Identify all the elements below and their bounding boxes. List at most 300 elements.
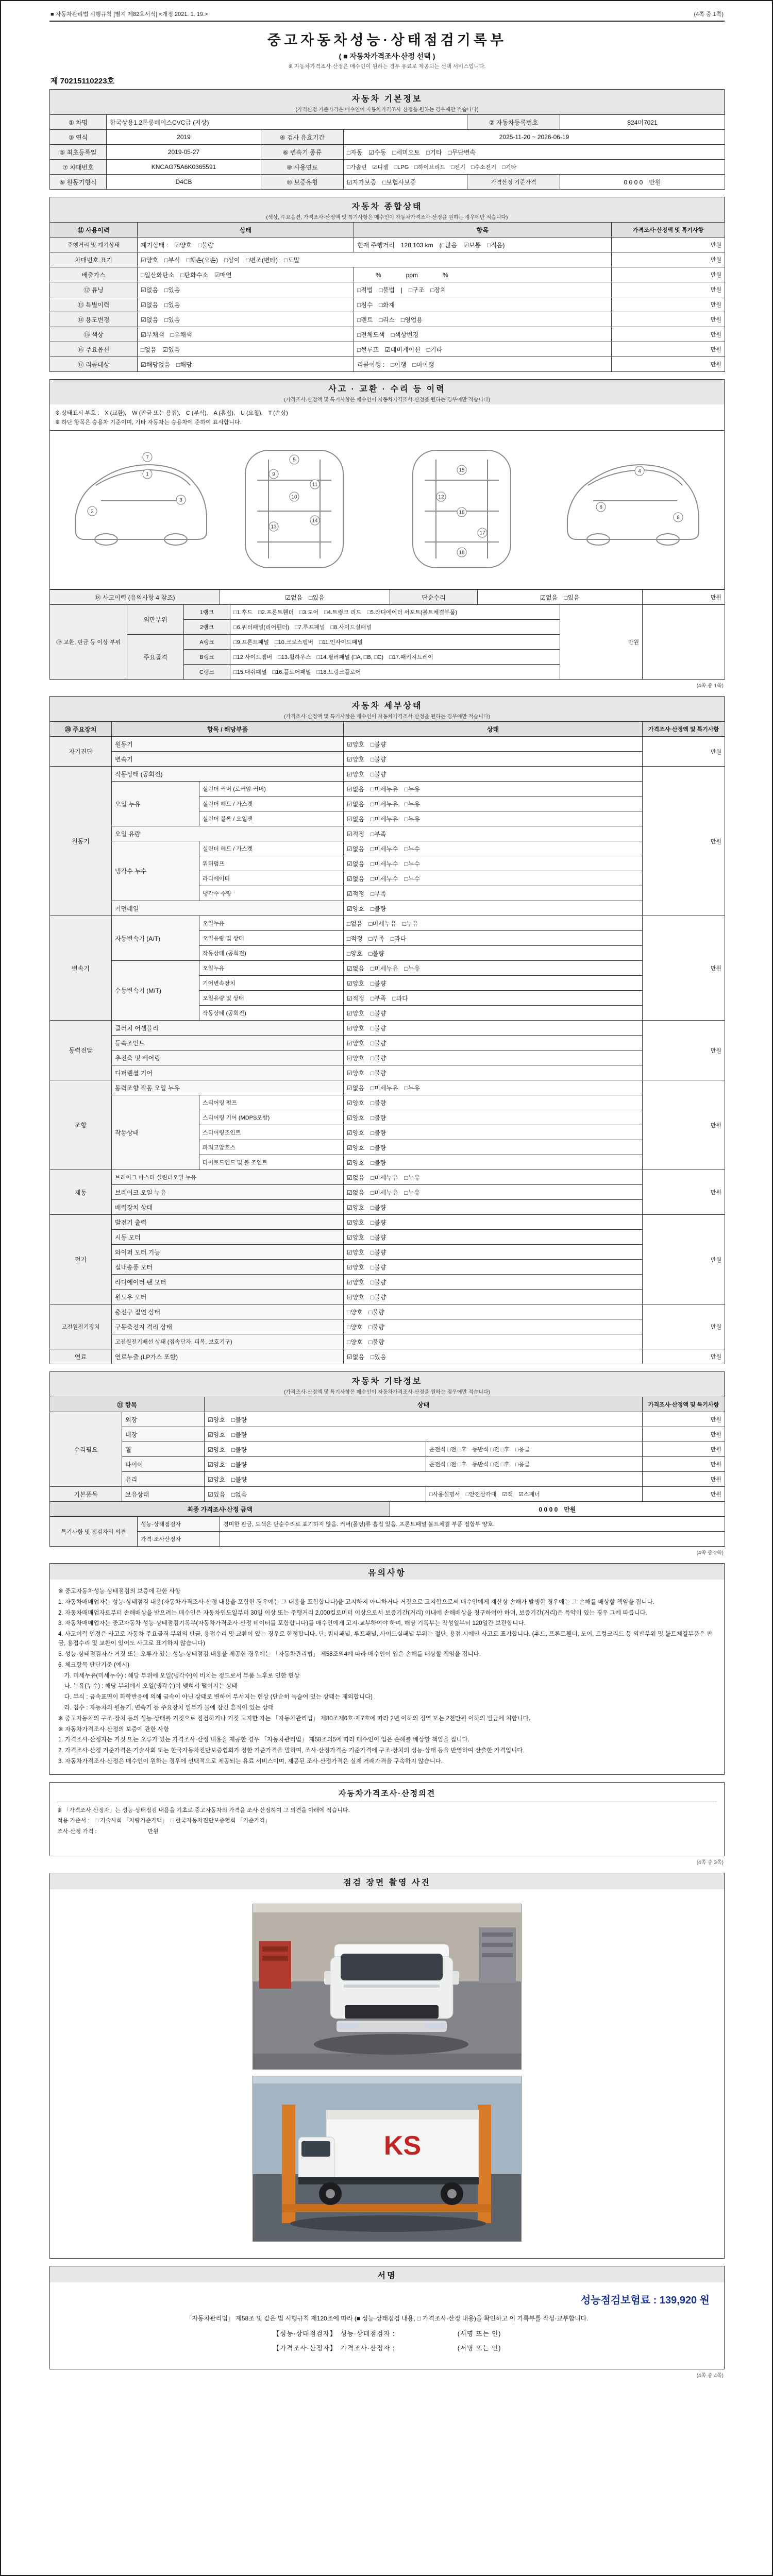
table-cell: ☑양호 □불량 — [344, 737, 643, 752]
table-cell: 실린더 헤드 / 가스켓 — [199, 841, 344, 856]
table-cell: 클러치 어셈블리 — [112, 1021, 344, 1036]
accident-diagram — [52, 434, 717, 583]
notice-line: 가. 미세누유(미세누수) : 해당 부위에 오일(냉각수)이 비치는 정도로서 부품 노후로 인한 현상 — [58, 1672, 300, 1679]
photos-title: 점검 장면 촬영 사진 — [343, 1878, 431, 1887]
section-etc-note: (가격조사·산정액 및 특기사항은 매수인이 자동차가격조사·산정을 원하는 경우에만 적습니다) — [284, 1389, 490, 1395]
vehicle-diagram-box — [49, 431, 725, 589]
valuation-note: ※ 「가격조사·산정자」는 성능·상태점검 내용을 기초로 중고자동차의 가격을 조사·산정하여 그 의견을 아래에 적습니다. — [57, 1807, 350, 1814]
photo-1-artwork — [253, 1904, 521, 2069]
table-cell: ⑨ 원동기형식 — [50, 175, 107, 190]
table-cell: ☑없음 □있음 — [478, 590, 643, 605]
table-cell: ☑없음 □미세누유 □누유 — [344, 796, 643, 811]
sign-law-line: 「자동차관리법」 제58조 및 같은 법 시행규칙 제120조에 따라 (■ 성능·상태점검 내용, □ 가격조사·산정 내용)을 확인하고 이 기록부를 작성·교부합니다. — [186, 2314, 589, 2322]
accident-history-table — [49, 589, 725, 605]
table-cell: ☑없음 □있음 — [138, 282, 354, 297]
document-inner — [49, 8, 725, 2379]
diagram-part-number: 9 — [272, 471, 275, 478]
table-cell: 현재 주행거리 128,103 km (□많음 ☑보통 □적음) — [354, 238, 612, 252]
table-cell: 만원 — [612, 357, 725, 372]
notice-line: 라. 침수 : 자동차의 원동기, 변속기 등 주요장치 일부가 물에 잠긴 흔적이 있는 상태 — [58, 1704, 274, 1711]
table-cell: 만원 — [612, 252, 725, 267]
table-cell: ⑪ 사용이력 — [50, 223, 138, 238]
table-cell: 오일 누유 — [112, 782, 199, 826]
table-cell: ☑없음 □미세누유 □누유 — [344, 782, 643, 796]
table-cell: ☑양호 □불량 — [344, 1095, 643, 1110]
table-cell: 보유상태 — [122, 1487, 205, 1502]
table-cell: 2019-05-27 — [107, 145, 261, 160]
table-cell: 수동변속기 (M/T) — [112, 961, 199, 1021]
table-cell: ⑱ 사고이력 (유의사항 4 참조) — [50, 590, 220, 605]
table-cell: ⑫ 튜닝 — [50, 282, 138, 297]
table-cell: ⑭ 용도변경 — [50, 312, 138, 327]
table-cell: 시동 모터 — [112, 1230, 344, 1245]
table-cell: ☑양호 □불량 — [344, 1006, 643, 1021]
diagram-part-number: 12 — [438, 494, 444, 500]
diagram-part-number: 5 — [293, 457, 296, 463]
table-cell: 운전석 □전 □후 동반석 □전 □후 □응급 — [426, 1442, 643, 1457]
page-mark-top: (4쪽 중 1쪽) — [694, 11, 724, 18]
table-cell: □6.쿼터패널(리어휀더) □7.루프패널 □8.사이드실패널 — [230, 620, 560, 635]
table-cell: 만원 — [643, 1021, 725, 1080]
table-cell: ② 자동차등록번호 — [467, 115, 560, 130]
table-cell: 만원 — [560, 605, 643, 680]
section-detail-note: (가격조사·산정액 및 특기사항은 매수인이 자동차가격조사·산정을 원하는 경우에만 적습니다) — [284, 714, 490, 720]
table-cell: ☑없음 □미세누유 □누유 — [344, 961, 643, 976]
sign-inspector-line: 【성능·상태점검자】 성능·상태점검자 : (서명 또는 인) — [273, 2330, 501, 2337]
table-cell: 만원 — [612, 238, 725, 252]
table-cell: 외판부위 — [127, 605, 184, 635]
valuation-title: 자동차가격조사·산정의견 — [57, 1788, 717, 1802]
table-cell: 실린더 헤드 / 가스켓 — [199, 796, 344, 811]
notice-line: 나. 누유(누수) : 해당 부위에서 오일(냉각수)이 맺혀서 떨어지는 상태 — [58, 1683, 238, 1690]
inspection-photo-2 — [253, 2076, 522, 2242]
table-cell: 고전원전기배선 상태 (접속단자, 피복, 보호기구) — [112, 1334, 344, 1349]
notice-line: 5. 성능·상태점검자가 거짓 또는 오류가 있는 성능·상태점검 내용을 제공한 경우에는 「자동차관리법」 제58조의4에 따라 매수인이 입은 손해를 배상할 책임을 집니다. — [58, 1651, 481, 1657]
table-cell: 수리필요 — [50, 1412, 122, 1487]
table-cell: 만원 — [612, 327, 725, 342]
table-cell: 만원 — [643, 737, 725, 767]
table-cell: 실린더 커버 (로커암 커버) — [199, 782, 344, 796]
section-photos-header — [49, 1873, 725, 1889]
table-cell: 스티어링조인트 — [199, 1125, 344, 1140]
table-cell: ☑양호 □불량 — [344, 1125, 643, 1140]
table-cell: 만원 — [612, 297, 725, 312]
table-cell: 동력조향 작동 오일 누유 — [112, 1080, 344, 1095]
table-cell: 만원 — [643, 1427, 725, 1442]
table-cell: 변속기 — [112, 752, 344, 767]
table-cell: 최종 가격조사·산정 금액 — [50, 1502, 390, 1517]
table-cell: 만원 — [643, 767, 725, 916]
table-cell: 2019 — [107, 130, 261, 145]
price-survey-select-line: ( ■ 자동차가격조사·산정 선택 ) — [339, 52, 435, 60]
table-cell: 타이어 — [122, 1457, 205, 1472]
table-cell: 만원 — [643, 1170, 725, 1215]
accident-legend — [49, 404, 725, 431]
section-etc-title: 자동차 기타정보 — [351, 1377, 423, 1386]
table-cell: 작동상태 (공회전) — [199, 946, 344, 961]
table-cell: 0 0 0 0 만원 — [390, 1502, 725, 1517]
table-cell: ☑양호 □불량 — [344, 1275, 643, 1290]
table-cell: ⑰ 리콜대상 — [50, 357, 138, 372]
table-cell: 고전원전기장치 — [50, 1304, 112, 1349]
table-cell: □침수 □화재 — [354, 297, 612, 312]
table-cell: ☑적정 □부족 — [344, 826, 643, 841]
notice-line: 2. 가격조사·산정 기준가격은 기술사회 또는 한국자동차진단보증협회가 정한 기준가격을 말하며, 조사·산정가격은 기준가격에 구조·장치의 성능·상태 등을 반영하여 산출한 가격입니다. — [58, 1748, 525, 1754]
section-summary-note: (색상, 주요옵션, 가격조사·산정액 및 특기사항은 매수인이 자동차가격조사·산정을 원하는 경우에만 적습니다) — [266, 215, 508, 221]
table-cell: 2025-11-20 ~ 2026-06-19 — [344, 130, 725, 145]
panel-exchange-table — [49, 604, 725, 680]
table-cell: 자기진단 — [50, 737, 112, 767]
table-cell: ⑧ 사용연료 — [261, 160, 344, 175]
table-cell: ③ 연식 — [50, 130, 107, 145]
table-cell: ☑양호 □불량 — [205, 1412, 643, 1427]
table-cell: ☑양호 □불량 — [344, 1200, 643, 1215]
table-cell: □렌트 □리스 □영업용 — [354, 312, 612, 327]
table-cell: 휠 — [122, 1442, 205, 1457]
table-cell: 경미한 판금, 도색은 단순수리로 표기하지 않음. 커버(몰딩)류 흠집 있음. 프론트패널 볼트체결 부품 접합부 양호. — [220, 1517, 725, 1532]
table-cell: 원동기 — [50, 767, 112, 916]
table-cell: 성능·상태점검자 — [138, 1517, 220, 1532]
diagram-part-number: 16 — [459, 510, 465, 516]
table-cell: ⑲ 교환, 판금 등 이상 부위 — [50, 605, 127, 680]
table-cell: □사용설명서 □안전삼각대 ☑잭 ☑스패너 — [426, 1487, 643, 1502]
valuation-opinion-box — [49, 1782, 725, 1856]
table-cell: 자동변속기 (A/T) — [112, 916, 199, 961]
table-cell: ☑양호 □불량 — [344, 1140, 643, 1155]
table-cell: 외장 — [122, 1412, 205, 1427]
table-cell: 제동 — [50, 1170, 112, 1215]
diagram-part-number: 14 — [312, 518, 318, 524]
document-number: 제 70215110223호 — [51, 77, 115, 86]
table-cell: ⑥ 변속기 종류 — [261, 145, 344, 160]
table-cell: ☑양호 □불량 — [344, 1110, 643, 1125]
table-cell: 냉각수 수량 — [199, 886, 344, 901]
page-mark-3: (4쪽 중 3쪽) — [696, 1859, 724, 1866]
table-cell: 항목 / 해당부품 — [112, 722, 344, 737]
sign-body — [49, 2282, 725, 2369]
table-cell: □적정 □부족 □과다 — [344, 931, 643, 946]
table-cell: ㉑ 항목 — [50, 1397, 205, 1412]
notice-line: ※ 중고자동차의 구조·장치 등의 성능·상태를 거짓으로 점검하거나 거짓 고지한 자는 「자동차관리법」 제80조제6호·제7호에 따라 2년 이하의 징역 또는 2천만원 이하의 벌금에 처합니다. — [58, 1715, 531, 1722]
notice-line: ※ 자동차가격조사·산정의 보증에 관한 사항 — [58, 1726, 170, 1733]
table-cell: 파워고압호스 — [199, 1140, 344, 1155]
photo-2-artwork — [253, 2076, 521, 2241]
table-cell: C랭크 — [184, 665, 230, 680]
diagram-part-number: 1 — [146, 471, 149, 478]
valuation-basis: 적용 기준서 : □ 기술사회 「차량기준가액」 □ 한국자동차진단보증협회 「기준가격」 — [57, 1818, 271, 1824]
form-reference-line — [49, 8, 725, 22]
table-cell: 만원 — [643, 1080, 725, 1170]
table-cell: % ppm % — [354, 267, 612, 282]
table-cell: □1.후드 □2.프론트휀더 □3.도어 □4.트렁크 리드 □5.라디에이터 서포트(볼트체결부품) — [230, 605, 560, 620]
notice-line: 6. 체크항목 판단기준 (예시) — [58, 1662, 129, 1668]
table-cell: 리콜이행 : □이행 □미이행 — [354, 357, 612, 372]
diagram-part-number: 8 — [677, 515, 680, 521]
table-cell: 스티어링 기어 (MDPS포함) — [199, 1110, 344, 1125]
table-cell: ☑양호 □불량 — [344, 1036, 643, 1050]
table-cell: 만원 — [612, 282, 725, 297]
sign-title: 서명 — [377, 2271, 397, 2280]
final-price-table — [49, 1501, 725, 1517]
table-cell: ☑양호 □불량 — [344, 901, 643, 916]
table-cell: ☑양호 □불량 — [205, 1442, 426, 1457]
table-cell: 만원 — [643, 1472, 725, 1487]
table-cell — [643, 605, 725, 680]
table-cell: 상태 — [344, 722, 643, 737]
table-cell: ☑없음 □미세누수 □누수 — [344, 856, 643, 871]
page-mark-1: (4쪽 중 1쪽) — [696, 683, 724, 689]
truck-box-logo: KS — [383, 2130, 422, 2161]
table-cell: 만원 — [612, 312, 725, 327]
table-cell: 항목 — [354, 223, 612, 238]
table-cell: 2랭크 — [184, 620, 230, 635]
table-cell: 기본품목 — [50, 1487, 122, 1502]
notice-line: 3. 자동차매매업자는 중고자동차 성능·상태점검기록부(자동차가격조사·산정 데이터를 포함합니다)를 매수인에게 고지·교부하여야 하며, 해당 기록부는 작성일부터 120일간 보관합니다. — [58, 1620, 526, 1627]
section-etc-header — [49, 1371, 725, 1397]
table-cell: 배출가스 — [50, 267, 138, 282]
table-cell: 가격산정 기준가격 — [467, 175, 560, 190]
diagram-part-number: 11 — [312, 482, 318, 488]
table-cell: 주행거리 및 계기상태 — [50, 238, 138, 252]
table-cell: ☑양호 □불량 — [344, 1290, 643, 1304]
valuation-price-line: 조사·산정 가격 : 만원 — [57, 1828, 159, 1835]
table-cell: ☑양호 □불량 — [344, 1155, 643, 1170]
table-cell: 배력장치 상태 — [112, 1200, 344, 1215]
table-cell: 작동상태 (공회전) — [199, 1006, 344, 1021]
table-cell: ☑없음 □있음 — [220, 590, 390, 605]
table-cell: 디퍼렌셜 기어 — [112, 1065, 344, 1080]
table-cell: □전체도색 □색상변경 — [354, 327, 612, 342]
table-cell: ☑양호 □불량 — [344, 1065, 643, 1080]
table-cell: 만원 — [643, 1304, 725, 1349]
section-notice-header — [49, 1563, 725, 1580]
notice-line: 2. 자동차매매업자로부터 손해배상을 받으려는 매수인은 자동차인도일부터 30일 이상 또는 주행거리 2,000킬로미터 이상으로서 보증기간(거리) 이내에 손해배상을 청구하여야 하며, 보증기간(거리)은 특약이 있는 경우 그에 따릅니다. — [58, 1609, 647, 1616]
table-cell: 만원 — [643, 1487, 725, 1502]
diagram-part-number: 7 — [146, 454, 149, 461]
diagram-part-number: 2 — [91, 509, 94, 515]
page-mark-4: (4쪽 중 4쪽) — [696, 2372, 724, 2379]
form-reference: ■ 자동차관리법 시행규칙 [별지 제82호서식] <개정 2021. 1. 19.> — [51, 11, 208, 18]
notice-line: 1. 가격조사·산정자는 거짓 또는 오류가 있는 가격조사·산정 내용을 제공한 경우 「자동차관리법」 제58조의5에 따라 매수인이 입은 손해를 배상할 책임을 집니다. — [58, 1737, 469, 1743]
table-cell: □없음 □미세누유 □누유 — [344, 916, 643, 931]
section-summary-title: 자동차 종합상태 — [351, 202, 423, 211]
table-cell: 운전석 □전 □후 동반석 □전 □후 □응급 — [426, 1457, 643, 1472]
table-cell: 차대번호 표기 — [50, 252, 138, 267]
table-cell: □양호 □불량 — [344, 1304, 643, 1319]
table-cell: 기어변속장치 — [199, 976, 344, 991]
price-survey-select-note: ※ 자동차가격조사·산정은 매수인이 원하는 경우 유료로 제공되는 선택 서비스입니다. — [288, 63, 486, 70]
diagram-part-number: 13 — [271, 524, 277, 530]
table-cell: 단순수리 — [390, 590, 478, 605]
table-cell: 와이퍼 모터 기능 — [112, 1245, 344, 1260]
table-cell: ⑩ 보증유형 — [261, 175, 344, 190]
table-cell: ☑양호 □불량 — [344, 1050, 643, 1065]
table-cell: 라디에이터 — [199, 871, 344, 886]
table-cell: □일산화탄소 □탄화수소 ☑매연 — [138, 267, 354, 282]
table-cell: 특기사항 및 점검자의 의견 — [50, 1517, 138, 1547]
table-cell: 실내송풍 모터 — [112, 1260, 344, 1275]
table-cell: 동력전달 — [50, 1021, 112, 1080]
table-cell: 오일누유 — [199, 961, 344, 976]
table-cell: 충전구 절연 상태 — [112, 1304, 344, 1319]
page-title: 중고자동차성능·상태점검기록부 — [267, 32, 507, 48]
table-cell: ⑤ 최초등록일 — [50, 145, 107, 160]
table-cell: 작동상태 — [112, 1095, 199, 1170]
table-cell: ☑없음 □미세누수 □누수 — [344, 841, 643, 856]
table-cell: ☑적정 □부족 — [344, 886, 643, 901]
table-cell: 브레이크 오일 누유 — [112, 1185, 344, 1200]
detail-condition-table — [49, 721, 725, 1364]
table-cell: ⑬ 특별이력 — [50, 297, 138, 312]
table-cell: ⑦ 차대번호 — [50, 160, 107, 175]
table-cell: ☑없음 □미세누유 □누유 — [344, 1170, 643, 1185]
accident-legend-line1: ※ 상태표시 부호 : X (교환), W (판금 또는 용접), C (부식), A (흠집), U (요철), T (손상) — [55, 410, 288, 416]
table-cell: ⑯ 주요옵션 — [50, 342, 138, 357]
table-cell: ☑없음 □있음 — [138, 312, 354, 327]
etc-info-table — [49, 1397, 725, 1502]
table-cell: □9.프론트패널 □10.크로스멤버 □11.인사이드패널 — [230, 635, 560, 650]
table-cell: A랭크 — [184, 635, 230, 650]
table-cell: 추진축 및 베어링 — [112, 1050, 344, 1065]
table-cell: 만원 — [643, 1215, 725, 1304]
table-cell: □양호 □불량 — [344, 1319, 643, 1334]
table-cell: 유리 — [122, 1472, 205, 1487]
table-cell: 변속기 — [50, 916, 112, 1021]
table-cell: □12.사이드멤버 □13.휠하우스 □14.필러패널 (□A, □B, □C) □17.패키지트레이 — [230, 650, 560, 665]
section-detail-title: 자동차 세부상태 — [351, 702, 423, 710]
table-cell: 만원 — [643, 590, 725, 605]
diagram-part-number: 6 — [599, 504, 602, 511]
table-cell: ☑양호 □불량 — [344, 752, 643, 767]
table-cell: 실린더 블록 / 오일팬 — [199, 811, 344, 826]
table-cell: B랭크 — [184, 650, 230, 665]
section-accident-note: (가격조사·산정액 및 특기사항은 매수인이 자동차가격조사·산정을 원하는 경우에만 적습니다) — [284, 397, 490, 403]
table-cell: ☑양호 □불량 — [344, 767, 643, 782]
table-cell: 상태 — [138, 223, 354, 238]
table-cell: ☑양호 □불량 — [344, 1021, 643, 1036]
table-cell: 내장 — [122, 1427, 205, 1442]
section-basic-header — [49, 89, 725, 114]
table-cell: 만원 — [643, 1349, 725, 1364]
table-cell: ☑없음 □미세누유 □누유 — [344, 1185, 643, 1200]
table-cell: 만원 — [643, 1457, 725, 1472]
table-cell: ☑양호 □불량 — [344, 976, 643, 991]
table-cell: 냉각수 누수 — [112, 841, 199, 901]
table-cell: 오일유량 및 상태 — [199, 931, 344, 946]
table-cell: ☑없음 □미세누유 □누유 — [344, 811, 643, 826]
table-cell: 만원 — [612, 342, 725, 357]
section-basic-title: 자동차 기본정보 — [351, 95, 423, 104]
table-cell: 오일유량 및 상태 — [199, 991, 344, 1006]
photos-container — [49, 1889, 725, 2259]
diagram-part-number: 15 — [459, 467, 465, 473]
table-cell: ☑적정 □부족 □과다 — [344, 991, 643, 1006]
table-cell: 워터펌프 — [199, 856, 344, 871]
table-cell: D4CB — [107, 175, 261, 190]
table-cell: □없음 ☑있음 — [138, 342, 354, 357]
table-cell: ☑양호 □불량 — [205, 1427, 643, 1442]
notice-line: 다. 부식 : 금속표면이 화학반응에 의해 금속이 아닌 상태로 변하여 부서지는 현상 (단순히 녹슬어 있는 상태는 제외합니다) — [58, 1694, 373, 1701]
notice-body — [49, 1580, 725, 1775]
diagram-part-number: 4 — [638, 468, 641, 474]
table-cell: ☑양호 □불량 — [344, 1260, 643, 1275]
table-cell: 824머7021 — [560, 115, 725, 130]
table-cell: □양호 □불량 — [344, 946, 643, 961]
inspection-photo-1 — [253, 1904, 522, 2070]
table-cell: 작동상태 (공회전) — [112, 767, 344, 782]
table-cell: 0 0 0 0 만원 — [560, 175, 725, 190]
table-cell: ⑮ 색상 — [50, 327, 138, 342]
notice-line: 4. 사고이력 인정은 사고로 자동차 주요골격 부위의 판금, 용접수리 및 교환이 있는 경우로 한정합니다. 단, 쿼터패널, 루프패널, 사이드실패널 부위는 절단, 용접 시에만 사고로 표기합니다. (후드, 프론트휀더, 도어, 트렁크리드 등 외판부위 및 볼트체결부품은 판금, 용접수리 및 교환이 있어도 사고로 표기하지 않습니다) — [58, 1631, 713, 1647]
table-cell: 원동기 — [112, 737, 344, 752]
table-cell: ☑양호 □부식 □훼손(오손) □상이 □변조(변타) □도말 — [138, 252, 612, 267]
section-accident-title: 사고 · 교환 · 수리 등 이력 — [328, 385, 446, 394]
notice-line: 1. 자동차매매업자는 성능·상태점검 내용(자동차가격조사·산정 내용을 포함한 경우에는 그 내용을 포함합니다)을 고지하지 아니하거나 거짓으로 고지함으로써 매수인에게 재산상 손해가 발생한 경우에는 그 손해를 배상할 책임을 집니다. — [58, 1599, 654, 1605]
notice-title: 유의사항 — [368, 1569, 406, 1578]
table-cell: 상태 — [205, 1397, 643, 1412]
table-cell: 만원 — [643, 916, 725, 1021]
table-cell: 브레이크 마스터 실린더오일 누유 — [112, 1170, 344, 1185]
diagram-part-number: 17 — [479, 530, 485, 536]
table-cell: 커먼레일 — [112, 901, 344, 916]
table-cell: 만원 — [643, 1442, 725, 1457]
table-cell: ☑양호 □불량 — [205, 1457, 426, 1472]
table-cell: 구동축전지 격리 상태 — [112, 1319, 344, 1334]
section-accident-header — [49, 379, 725, 404]
inspection-insurance-fee: 성능점검보험료 : 139,920 원 — [580, 2294, 710, 2306]
table-cell: ☑해당없음 □해당 — [138, 357, 354, 372]
table-cell: 가격조사·산정액 및 특기사항 — [612, 223, 725, 238]
table-cell: 만원 — [612, 267, 725, 282]
table-cell: 조향 — [50, 1080, 112, 1170]
table-cell: ⑳ 주요장치 — [50, 722, 112, 737]
table-cell: □적법 □불법 | □구조 □장치 — [354, 282, 612, 297]
table-cell: 등속조인트 — [112, 1036, 344, 1050]
table-cell: ☑있음 □없음 — [205, 1487, 426, 1502]
table-cell: 가격조사·산정액 및 특기사항 — [643, 1397, 725, 1412]
table-cell: ☑자가보증 □보험사보증 — [344, 175, 467, 190]
table-cell: ☑양호 □불량 — [344, 1215, 643, 1230]
table-cell: 가격·조사산정자 — [138, 1532, 220, 1547]
table-cell: 라디에이터 팬 모터 — [112, 1275, 344, 1290]
diagram-part-number: 3 — [179, 497, 182, 503]
table-cell: 1랭크 — [184, 605, 230, 620]
table-cell: 윈도우 모터 — [112, 1290, 344, 1304]
table-cell: ④ 검사 유효기간 — [261, 130, 344, 145]
table-cell: 연료누출 (LP가스 포함) — [112, 1349, 344, 1364]
accident-legend-line2: ※ 하단 항목은 승용차 기준이며, 기타 자동차는 승용차에 준하여 표시합니다. — [55, 419, 242, 426]
table-cell: □양호 □불량 — [344, 1334, 643, 1349]
table-cell: ☑없음 □있음 — [344, 1349, 643, 1364]
diagram-part-number: 10 — [291, 494, 297, 500]
table-cell: 스티어링 펌프 — [199, 1095, 344, 1110]
notice-line: ※ 중고자동차성능·상태점검의 보증에 관한 사항 — [58, 1588, 181, 1595]
table-cell — [220, 1532, 725, 1547]
section-summary-header — [49, 197, 725, 222]
section-sign-header — [49, 2266, 725, 2282]
table-cell: 계기상태 : ☑양호 □불량 — [138, 238, 354, 252]
table-cell: ☑없음 □있음 — [138, 297, 354, 312]
inspector-opinion-table — [49, 1516, 725, 1547]
basic-info-table — [49, 114, 725, 190]
overall-condition-table — [49, 222, 725, 372]
table-cell: ☑양호 □불량 — [205, 1472, 643, 1487]
notice-line: 3. 자동차가격조사·산정은 매수인이 원하는 경우에 선택적으로 제공되는 유료 서비스이며, 제공된 조사·산정가격은 실제 거래가격을 구속하지 않습니다. — [58, 1758, 443, 1765]
table-cell: 가격조사·산정액 및 특기사항 — [643, 722, 725, 737]
section-basic-note: (가격산정 기준가격은 매수인이 자동차가격조사·산정을 원하는 경우에만 적습니다) — [295, 107, 479, 113]
sign-appraiser-line: 【가격조사·산정자】 가격조사·산정자 : (서명 또는 인) — [273, 2344, 501, 2352]
table-cell: KNCAG75A6K0365591 — [107, 160, 261, 175]
